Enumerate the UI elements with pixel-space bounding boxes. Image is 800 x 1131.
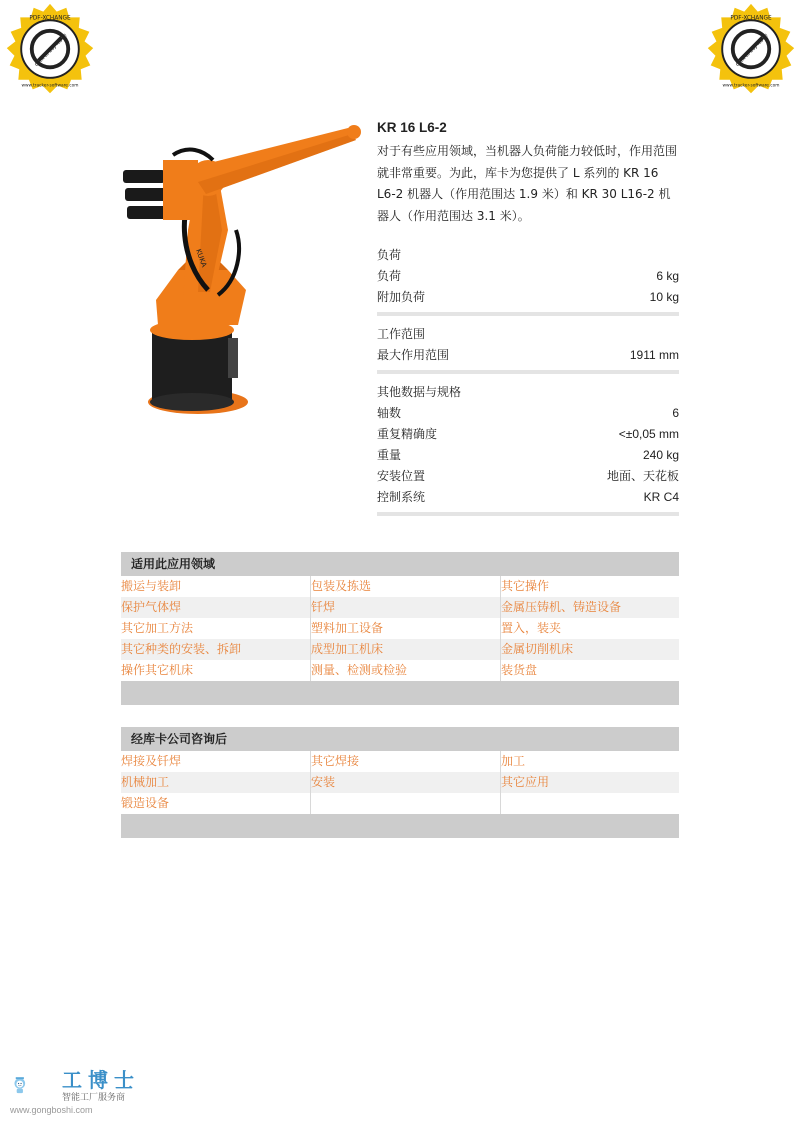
application-link (501, 793, 679, 814)
spec-value: <±0,05 mm (618, 427, 679, 441)
section-heading: 工作范围 (377, 327, 426, 341)
spec-label: 负荷 (377, 269, 402, 283)
footer-logo-tagline: 智能工厂服务商 (62, 1093, 126, 1103)
spec-row (377, 445, 679, 466)
other-section (377, 382, 679, 516)
spec-label: 最大作用范围 (377, 348, 450, 362)
spec-row (377, 266, 679, 287)
section-divider (377, 512, 679, 516)
application-link[interactable]: 装货盘 (501, 663, 538, 677)
spec-value: 10 kg (649, 290, 679, 304)
spec-label: 安装位置 (377, 469, 426, 483)
spec-row (377, 466, 679, 487)
table-heading: 经库卡公司咨询后 (121, 727, 679, 751)
application-link[interactable]: 塑料加工设备 (311, 618, 501, 639)
application-link[interactable]: 其它加工方法 (121, 618, 311, 639)
table-row (121, 618, 679, 639)
table-heading: 适用此应用领域 (121, 552, 679, 576)
spec-value: 地面、天花板 (606, 469, 679, 483)
spec-row (377, 424, 679, 445)
footer-logo-url[interactable]: www.gongboshi.com (10, 1105, 93, 1115)
spec-row (377, 287, 679, 308)
applications-table (121, 552, 679, 705)
spec-value: 1911 mm (629, 348, 679, 362)
spec-row (377, 487, 679, 508)
table-row (121, 772, 679, 793)
badge-top-text: PDF-XCHANGE (730, 15, 772, 22)
application-link[interactable]: 搬运与装卸 (121, 576, 311, 597)
badge-center-text: Click to buy NOW! (735, 33, 770, 68)
spec-value: 240 kg (642, 448, 679, 462)
spec-row (377, 345, 679, 366)
pdf-xchange-badge-right[interactable] (703, 2, 799, 98)
description-line: 就非常重要。为此，库卡为您提供了 L 系列的 KR 16 (377, 165, 659, 180)
description-line: L6-2 机器人（作用范围达 1.9 米）和 KR 30 L16-2 机 (377, 187, 671, 201)
spec-label: 控制系统 (377, 490, 426, 504)
application-link[interactable]: 安装 (311, 772, 501, 793)
application-link[interactable]: 其它焊接 (311, 751, 501, 772)
table-footer (121, 814, 679, 838)
application-link (311, 793, 501, 814)
table-row (121, 793, 679, 814)
spec-value: 6 (672, 406, 679, 420)
application-link[interactable]: 成型加工机床 (311, 639, 501, 660)
badge-bottom-text: www.tracker-software.com (722, 83, 780, 89)
application-link[interactable]: 包装及拣选 (311, 576, 501, 597)
robot-image (118, 120, 368, 425)
badge-center-text: Click to buy NOW! (34, 33, 69, 68)
application-link[interactable]: 置入，装夹 (501, 621, 562, 635)
section-divider (377, 370, 679, 374)
range-section (377, 324, 679, 374)
table-row (121, 660, 679, 681)
badge-top-text: PDF-XCHANGE (29, 15, 71, 22)
application-link[interactable]: 保护气体焊 (121, 597, 311, 618)
svg-text:KUKA: KUKA (194, 247, 209, 269)
spec-label: 重复精确度 (377, 427, 438, 441)
application-link[interactable]: 机械加工 (121, 772, 311, 793)
table-row (121, 597, 679, 618)
table-footer (121, 681, 679, 705)
application-link[interactable]: 操作其它机床 (121, 660, 311, 681)
application-link[interactable]: 其它操作 (501, 579, 550, 593)
spec-label: 附加负荷 (377, 290, 426, 304)
spec-label: 轴数 (377, 406, 402, 420)
spec-panel (377, 118, 679, 516)
spec-value: KR C4 (643, 490, 679, 504)
application-link[interactable]: 焊接及钎焊 (121, 751, 311, 772)
load-section (377, 245, 679, 316)
application-link[interactable]: 金属切削机床 (501, 642, 574, 656)
application-link[interactable]: 测量、检测或检验 (311, 660, 501, 681)
footer-logo-name: 工博士 (62, 1068, 140, 1092)
section-heading: 负荷 (377, 248, 402, 262)
description-line: 器人（作用范围达 3.1 米）。 (377, 208, 530, 223)
application-link[interactable]: 金属压铸机、铸造设备 (501, 600, 622, 614)
spec-row (377, 403, 679, 424)
section-divider (377, 312, 679, 316)
table-row (121, 751, 679, 772)
description-line: 对于有些应用领域，当机器人负荷能力较低时，作用范围 (377, 144, 678, 158)
table-row (121, 576, 679, 597)
application-link[interactable]: 锻造设备 (121, 793, 311, 814)
consult-table (121, 727, 679, 838)
section-heading: 其他数据与规格 (377, 385, 462, 399)
application-link[interactable]: 钎焊 (311, 597, 501, 618)
application-link[interactable]: 其它种类的安装、拆卸 (121, 639, 311, 660)
product-title: KR 16 L6-2 (377, 120, 447, 135)
product-description (377, 141, 679, 227)
pdf-xchange-badge-left[interactable] (2, 2, 98, 98)
application-link[interactable]: 其它应用 (501, 775, 550, 789)
spec-label: 重量 (377, 448, 402, 462)
badge-bottom-text: www.tracker-software.com (21, 83, 79, 89)
table-row (121, 639, 679, 660)
application-link[interactable]: 加工 (501, 754, 526, 768)
spec-value: 6 kg (656, 269, 679, 283)
